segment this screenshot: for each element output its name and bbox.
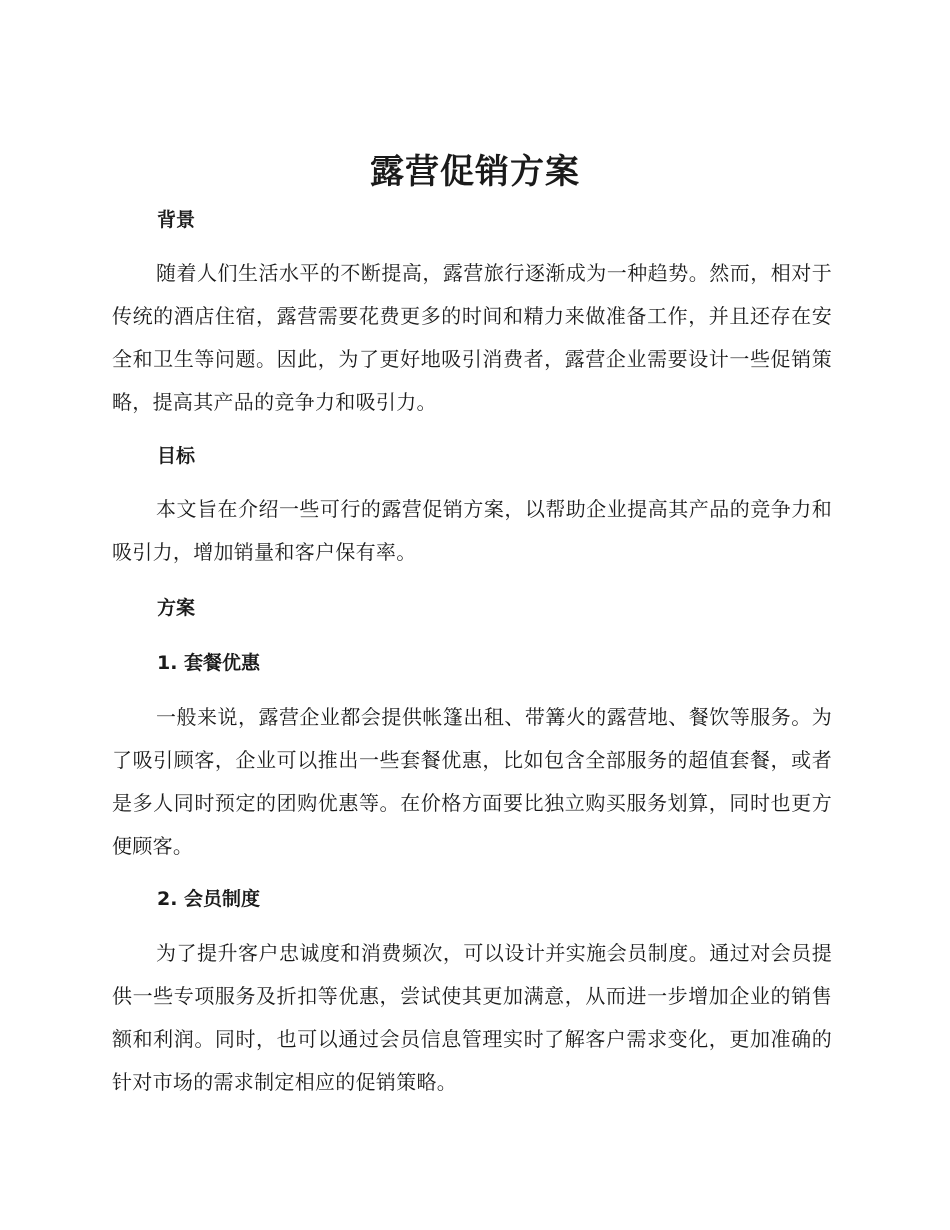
heading-plan: 方案	[157, 597, 196, 619]
paragraph-plan-item-1: 一般来说，露营企业都会提供帐篷出租、带篝火的露营地、餐饮等服务。为了吸引顾客，企业可以推出一些套餐优惠，比如包含全部服务的超值套餐，或者是多人同时预定的团购优惠等。在价格方面要比独立购买服务划算，同时也更方便顾客。	[112, 705, 832, 858]
heading-plan-item-2: 2. 会员制度	[157, 888, 261, 910]
paragraph-goal: 本文旨在介绍一些可行的露营促销方案，以帮助企业提高其产品的竞争力和吸引力，增加销量和客户保有率。	[112, 497, 832, 564]
document-title: 露营促销方案	[370, 152, 580, 192]
heading-background: 背景	[157, 209, 196, 231]
paragraph-background: 随着人们生活水平的不断提高，露营旅行逐渐成为一种趋势。然而，相对于传统的酒店住宿，露营需要花费更多的时间和精力来做准备工作，并且还存在安全和卫生等问题。因此，为了更好地吸引消费者，露营企业需要设计一些促销策略，提高其产品的竞争力和吸引力。	[112, 261, 832, 414]
paragraph-plan-item-2: 为了提升客户忠诚度和消费频次，可以设计并实施会员制度。通过对会员提供一些专项服务及折扣等优惠，尝试使其更加满意，从而进一步增加企业的销售额和利润。同时，也可以通过会员信息管理实时了解客户需求变化，更加准确的针对市场的需求制定相应的促销策略。	[112, 941, 832, 1094]
heading-goal: 目标	[157, 445, 196, 467]
heading-plan-item-1: 1. 套餐优惠	[157, 652, 261, 674]
